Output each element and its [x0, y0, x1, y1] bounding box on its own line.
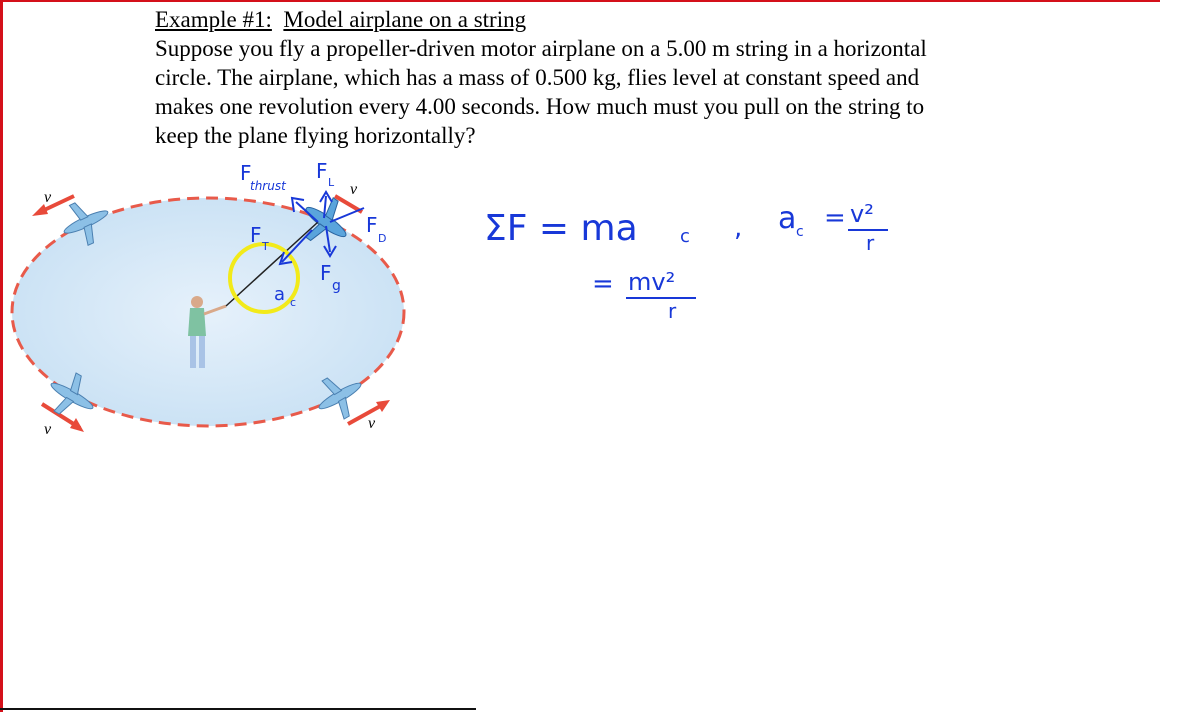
thrust-force-label: F — [240, 161, 252, 185]
velocity-label-bottom-right: v — [368, 415, 376, 432]
velocity-label-bottom-left: v — [44, 421, 52, 438]
equation-accel-equals: = — [824, 203, 846, 233]
tension-force-subscript: T — [262, 240, 269, 253]
equation-accel-subscript: c — [796, 224, 804, 240]
accel-label: a — [274, 284, 286, 305]
tension-force-label: F — [250, 223, 262, 247]
equation-newton-subscript: c — [680, 226, 690, 247]
problem-line-2: circle. The airplane, which has a mass of 0.500 kg, flies level at constant speed and — [155, 65, 920, 90]
equation-result-equals: = — [592, 269, 614, 299]
gravity-force-subscript: g — [332, 278, 341, 294]
thrust-force-subscript: thrust — [250, 179, 286, 193]
velocity-label-top-right: v — [350, 181, 358, 198]
problem-line-1: Suppose you fly a propeller-driven motor airplane on a 5.00 m string in a horizontal — [155, 36, 927, 61]
equation-newton: ΣF = ma — [484, 208, 638, 249]
equation-result-denominator: r — [668, 299, 677, 323]
example-label: Example #1: — [155, 7, 272, 32]
problem-line-3: makes one revolution every 4.00 seconds. How much must you pull on the string to — [155, 94, 925, 119]
velocity-label-top-left: v — [44, 189, 52, 206]
equation-accel-denominator: r — [866, 231, 875, 255]
equation-accel-lhs: a — [778, 201, 797, 236]
lift-force-subscript: L — [328, 176, 335, 189]
problem-line-4: keep the plane flying horizontally? — [155, 123, 476, 148]
equation-result-numerator: mv² — [628, 268, 676, 296]
gravity-force-label: F — [320, 261, 332, 285]
equation-accel-numerator: v² — [850, 200, 874, 228]
lift-force-label: F — [316, 159, 328, 183]
drag-force-subscript: D — [378, 232, 387, 245]
accel-subscript: c — [290, 296, 297, 309]
equation-separator: , — [734, 213, 743, 243]
drag-force-label: F — [366, 213, 378, 237]
example-title: Model airplane on a string — [283, 7, 527, 32]
